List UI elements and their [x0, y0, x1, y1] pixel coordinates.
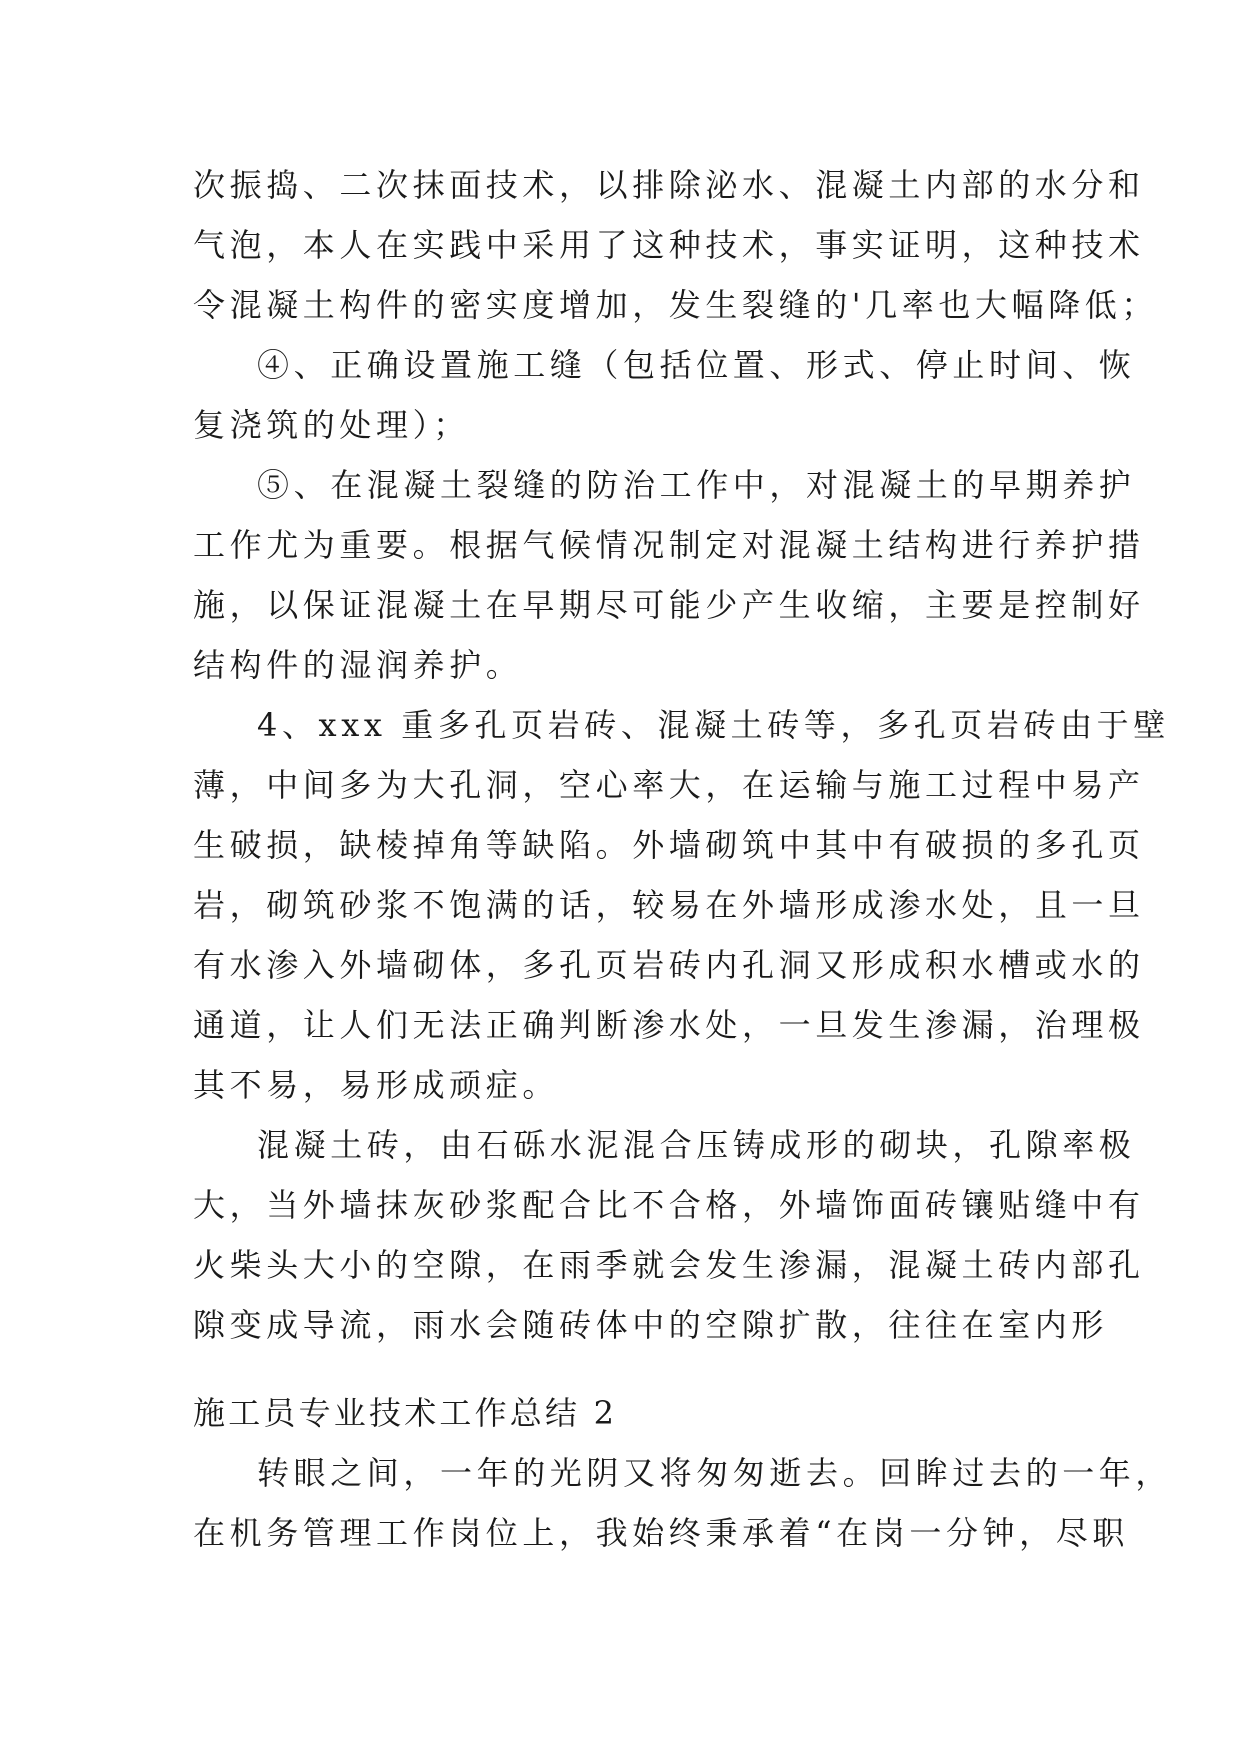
text-line: 岩，砌筑砂浆不饱满的话，较易在外墙形成渗水处，且一旦	[193, 886, 1145, 924]
text-line: ④、正确设置施工缝（包括位置、形式、停止时间、恢	[257, 346, 1136, 384]
text-line: ⑤、在混凝土裂缝的防治工作中，对混凝土的早期养护	[257, 466, 1136, 504]
body-text-section-1	[193, 155, 1170, 1355]
text-line: 火柴头大小的空隙，在雨季就会发生渗漏，混凝土砖内部孔	[193, 1246, 1145, 1284]
text-line: 气泡，本人在实践中采用了这种技术，事实证明，这种技术	[193, 226, 1145, 264]
text-line: 薄，中间多为大孔洞，空心率大，在运输与施工过程中易产	[193, 766, 1145, 804]
text-line: 在机务管理工作岗位上，我始终秉承着“在岗一分钟，尽职	[193, 1514, 1129, 1552]
text-line: 复浇筑的处理）；	[193, 406, 470, 444]
text-line: 大，当外墙抹灰砂浆配合比不合格，外墙饰面砖镶贴缝中有	[193, 1186, 1145, 1224]
text-line: 结构件的湿润养护。	[193, 646, 523, 684]
text-line: 施，以保证混凝土在早期尽可能少产生收缩，主要是控制好	[193, 586, 1145, 624]
text-line: 通道，让人们无法正确判断渗水处，一旦发生渗漏，治理极	[193, 1006, 1145, 1044]
text-line: 有水渗入外墙砌体，多孔页岩砖内孔洞又形成积水槽或水的	[193, 946, 1145, 984]
text-line: 其不易，易形成顽症。	[193, 1066, 560, 1104]
section-heading: 施工员专业技术工作总结 2	[193, 1394, 618, 1432]
text-line: 4、xxx 重多孔页岩砖、混凝土砖等，多孔页岩砖由于壁	[257, 706, 1170, 744]
text-line: 生破损，缺棱掉角等缺陷。外墙砌筑中其中有破损的多孔页	[193, 826, 1145, 864]
text-line: 混凝土砖，由石砾水泥混合压铸成形的砌块，孔隙率极	[257, 1126, 1136, 1164]
text-line: 工作尤为重要。根据气候情况制定对混凝土结构进行养护措	[193, 526, 1145, 564]
body-text-section-2	[193, 1383, 1173, 1563]
text-line: 隙变成导流，雨水会随砖体中的空隙扩散，往往在室内形	[193, 1306, 1109, 1344]
text-line: 令混凝土构件的密实度增加，发生裂缝的'几率也大幅降低；	[193, 286, 1158, 324]
text-line: 转眼之间，一年的光阴又将匆匆逝去。回眸过去的一年，	[257, 1454, 1173, 1492]
text-line: 次振捣、二次抹面技术，以排除泌水、混凝土内部的水分和	[193, 166, 1145, 204]
